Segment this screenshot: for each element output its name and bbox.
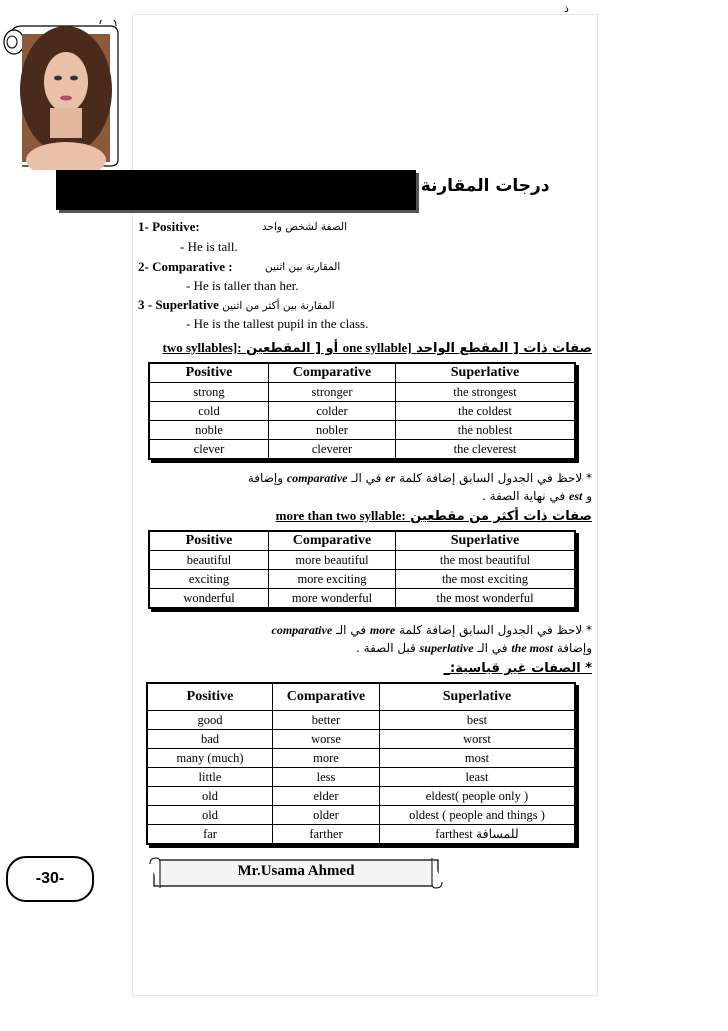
cell: noble [149,421,269,440]
title-redaction-box [56,170,416,210]
title-arabic: درجات المقارنة [420,176,550,196]
cell: more exciting [269,570,396,589]
table-more-than-two-syllables [148,530,576,609]
col-header: Comparative [269,363,396,383]
cell: the noblest [396,421,576,440]
degree-superlative-example: - He is the tallest pupil in the class. [186,316,369,331]
cell: little [147,768,273,787]
portrait-scroll-frame [0,20,122,170]
col-header: Superlative [380,683,576,711]
table-row [149,589,575,609]
cell: beautiful [149,551,269,570]
note-text: في نهاية الصفة . [482,489,566,503]
heading-arabic: صفات ذات [ المقطع الواحد [416,341,592,356]
table-row [149,383,575,402]
note-text: و [586,489,592,503]
table-row [147,711,575,730]
table-header-row [149,363,575,383]
cell: least [380,768,576,787]
degree-positive-arabic: الصفة لشخص واحد [262,221,348,233]
cell: clever [149,440,269,460]
note-text: * لاحظ في الجدول السابق إضافة كلمة [399,471,592,485]
degree-suffix: : [195,219,200,234]
col-header: Positive [147,683,273,711]
cell: farther [273,825,380,845]
note-text: * لاحظ في الجدول السابق إضافة كلمة [399,623,592,637]
note-keyword: comparative [286,471,348,485]
cell: nobler [269,421,396,440]
heading-english: one syllable] [342,340,412,355]
page-title [390,176,550,196]
cell: worst [380,730,576,749]
table-row [149,570,575,589]
table-header-row [149,531,575,551]
cell: cleverer [269,440,396,460]
table-row [149,421,575,440]
cell: more wonderful [269,589,396,609]
section1-heading [163,340,593,356]
cell: less [273,768,380,787]
table-one-two-syllables [148,362,576,460]
degree-comparative-arabic: المقارنة بين اثنين [265,261,341,273]
cell: wonderful [149,589,269,609]
page-frame [132,14,598,996]
cell: colder [269,402,396,421]
note-keyword: est [569,489,583,503]
corner-mark: ذ [564,2,569,15]
col-header: Comparative [273,683,380,711]
table-row [147,825,575,845]
cell: more [273,749,380,768]
note-keyword: superlative [419,641,474,655]
cell: exciting [149,570,269,589]
table-row [147,806,575,825]
note-text: وإضافة [556,641,592,655]
note-keyword: er [385,471,396,485]
title-separator: : [407,176,415,196]
cell: the coldest [396,402,576,421]
cell: far [147,825,273,845]
note-text: في الـ [351,471,382,485]
cell: more beautiful [269,551,396,570]
note-keyword: comparative [271,623,333,637]
section3-heading: * الصفات غير قياسية:_ [443,661,592,676]
cell: the most exciting [396,570,576,589]
degree-superlative [138,297,335,313]
cell: bad [147,730,273,749]
cell: eldest( people only ) [380,787,576,806]
section2-heading [276,508,592,524]
degree-comparative [138,259,233,275]
cell: many (much) [147,749,273,768]
note-text: في الـ [477,641,508,655]
cell: stronger [269,383,396,402]
cell: best [380,711,576,730]
note-text: قبل الصفة . [356,641,416,655]
cell: cold [149,402,269,421]
cell: worse [273,730,380,749]
note-keyword: more [369,623,396,637]
section1-note-line2 [482,489,592,504]
section2-note-line1 [272,623,592,638]
col-header: Superlative [396,363,576,383]
degree-suffix: : [225,259,233,274]
cell: old [147,787,273,806]
cell: the most beautiful [396,551,576,570]
degree-superlative-arabic: المقارنة بين أكثر من اثنين [222,300,335,312]
cell: strong [149,383,269,402]
degree-label: 2- Comparative [138,259,226,274]
degree-label: 3 - Superlative [138,297,219,312]
table-row [147,768,575,787]
col-header: Comparative [269,531,396,551]
table-row [149,440,575,460]
cell: most [380,749,576,768]
table-row [147,787,575,806]
heading-english: more than two syllable: [275,508,406,523]
note-text: في الـ [336,623,367,637]
col-header: Superlative [396,531,576,551]
table-irregular-adjectives [146,682,576,845]
cell: better [273,711,380,730]
title-english: on [390,176,408,195]
cell: the most wonderful [396,589,576,609]
note-text: وإضافة [247,471,284,485]
degree-comparative-example: - He is taller than her. [186,278,299,293]
section2-note-line2 [356,641,592,656]
cell: oldest ( people and things ) [380,806,576,825]
heading-english: two syllables]: [162,340,242,355]
cell: elder [273,787,380,806]
author-name: Mr.Usama Ahmed [237,863,355,879]
section1-note-line1 [248,471,592,486]
col-header: Positive [149,531,269,551]
note-keyword: the most [511,641,554,655]
cell: good [147,711,273,730]
cell: old [147,806,273,825]
table-row [147,749,575,768]
degree-label: 1- Positive [138,219,196,234]
portrait-photo [20,26,112,170]
table-header-row [147,683,575,711]
degree-positive [138,219,200,235]
degree-positive-example: - He is tall. [180,239,238,254]
cell: the cleverest [396,440,576,460]
table-row [149,551,575,570]
table-row [147,730,575,749]
heading-arabic: صفات ذات أكثر من مقطعين [410,509,592,524]
table-row [149,402,575,421]
heading-arabic: أو [ المقطعين [246,341,339,356]
cell: older [273,806,380,825]
col-header: Positive [149,363,269,383]
page-number: -30- [6,856,94,902]
cell: farthest للمسافة [380,825,576,845]
cell: the strongest [396,383,576,402]
